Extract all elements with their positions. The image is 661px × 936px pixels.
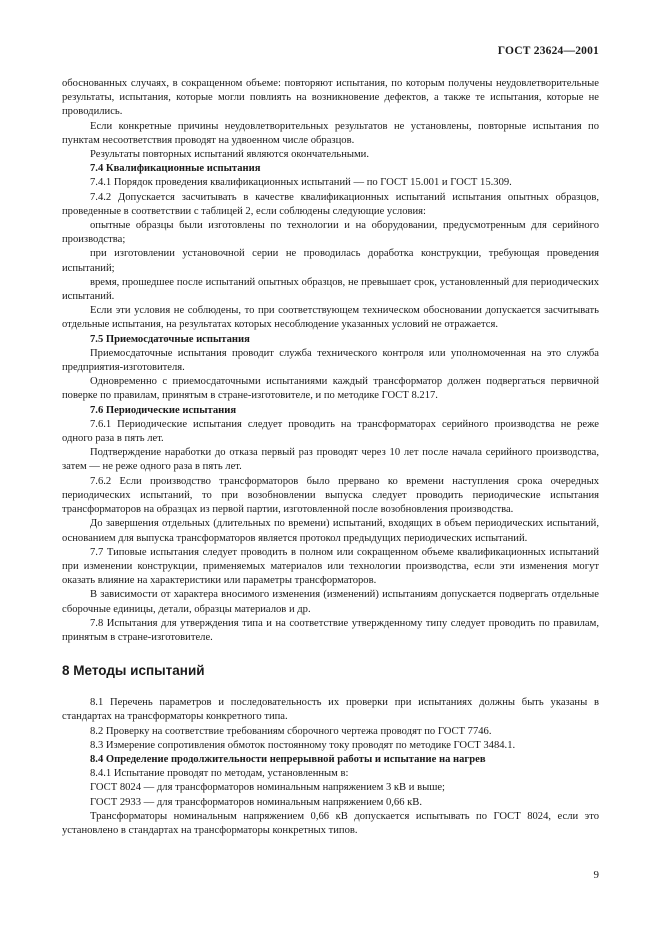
subsection-heading: 7.6 Периодические испытания — [90, 404, 237, 416]
standard-code-header: ГОСТ 23624—2001 — [497, 45, 599, 57]
paragraph: Если эти условия не соблюдены, то при соответствующем техническом обосновании допускается засчитывать отдельные испытания, на результатах которых несоблюдение указанных условий не отражается. — [62, 305, 599, 331]
paragraph: Трансформаторы номинальным напряжением 0,66 кВ допускается испытывать по ГОСТ 8024, если это установлено в стандартах на трансформаторы конкретных типов. — [62, 810, 599, 836]
paragraph: 7.6.1 Периодические испытания следует проводить на трансформаторах серийного производства не реже одного раза в пять лет. — [62, 418, 599, 445]
paragraph: До завершения отдельных (длительных по времени) испытаний, входящих в объем периодических испытаний, основанием для выпуска трансформаторов является протокол предыдущих периодических испытаний. — [62, 518, 599, 544]
section-8-title: 8 Методы испытаний — [62, 663, 205, 679]
paragraph: опытные образцы были изготовлены по технологии и на оборудовании, предусмотренным для серийного производства; — [62, 220, 599, 246]
paragraph: 8.1 Перечень параметров и последовательность их проверки при испытаниях должны быть указаны в стандартах на трансформаторы конкретного типа. — [62, 697, 599, 723]
paragraph: 7.7 Типовые испытания следует проводить в полном или сокращенном объеме квалификационных испытаний при изменении конструкции, применяемых материалов или технологии производства, если эти изменения могут оказать влияние на характеристики или параметры трансформаторов. — [62, 546, 599, 587]
paragraph: обоснованных случаях, в сокращенном объеме: повторяют испытания, по которым получены неудовлетворительные результаты, испытания, которые могли повлиять на возникновение дефектов, а также те испытания, которые не проводились. — [62, 78, 599, 118]
paragraph: 8.3 Измерение сопротивления обмоток постоянному току проводят по методике ГОСТ 3484.1. — [90, 739, 516, 751]
paragraph: ГОСТ 8024 — для трансформаторов номинальным напряжением 3 кВ и выше; — [90, 782, 445, 794]
paragraph: 7.8 Испытания для утверждения типа и на соответствие утвержденному типу следует проводить по правилам, принятым в стране-изготовителе. — [62, 617, 599, 643]
paragraph: при изготовлении установочной серии не проводилась доработка конструкции, требующая проведения испытаний; — [62, 248, 599, 274]
paragraph: Результаты повторных испытаний являются окончательными. — [90, 149, 370, 161]
page-number: 9 — [593, 869, 599, 881]
paragraph: В зависимости от характера вносимого изменения (изменений) испытаниям допускается подвергать отдельные сборочные единицы, детали, образцы материалов и др. — [62, 589, 599, 615]
page-body — [62, 77, 599, 838]
paragraphs-bottom — [62, 696, 599, 838]
subsection-heading: 8.4 Определение продолжительности непрерывной работы и испытание на нагрев — [90, 753, 486, 765]
paragraph: Приемосдаточные испытания проводит служба технического контроля или уполномоченная на это служба предприятия-изготовителя. — [62, 347, 599, 374]
subsection-heading: 7.5 Приемосдаточные испытания — [90, 333, 250, 345]
paragraph: Если конкретные причины неудовлетворительных результатов не установлены, повторные испытания по пунктам несоответствия проводят на удвоенном числе образцов. — [62, 120, 599, 146]
paragraph: 7.4.1 Порядок проведения квалификационных испытаний — по ГОСТ 15.001 и ГОСТ 15.309. — [90, 177, 512, 189]
paragraph: 8.4.1 Испытание проводят по методам, установленным в: — [90, 768, 349, 780]
paragraph: Одновременно с приемосдаточными испытаниями каждый трансформатор должен подвергаться первичной поверке по правилам, принятым в стране-изготовителе, и по методике ГОСТ 8.217. — [62, 376, 599, 402]
subsection-heading: 7.4 Квалификационные испытания — [90, 163, 261, 175]
paragraph: время, прошедшее после испытаний опытных образцов, не превышает срок, установленный для периодических испытаний. — [62, 276, 599, 303]
paragraph: Подтверждение наработки до отказа первый раз проводят через 10 лет после начала серийного производства, затем — не реже одного раза в пять лет. — [62, 447, 599, 473]
paragraph: ГОСТ 2933 — для трансформаторов номинальным напряжением 0,66 кВ. — [90, 796, 423, 808]
paragraphs-top — [62, 77, 599, 645]
paragraph: 7.6.2 Если производство трансформаторов было прервано ко времени наступления срока очередных периодических испытаний, то при возобновлении выпуска следует проводить периодические испытания трансформаторов на образцах из первой партии, изготовленной после возобновления производства. — [62, 475, 599, 516]
paragraph: 7.4.2 Допускается засчитывать в качестве квалификационных испытаний испытания опытных образцов, проведенные в соответствии с таблицей 2, если соблюдены следующие условия: — [62, 191, 599, 217]
paragraph: 8.2 Проверку на соответствие требованиям сборочного чертежа проводят по ГОСТ 7746. — [90, 725, 492, 737]
